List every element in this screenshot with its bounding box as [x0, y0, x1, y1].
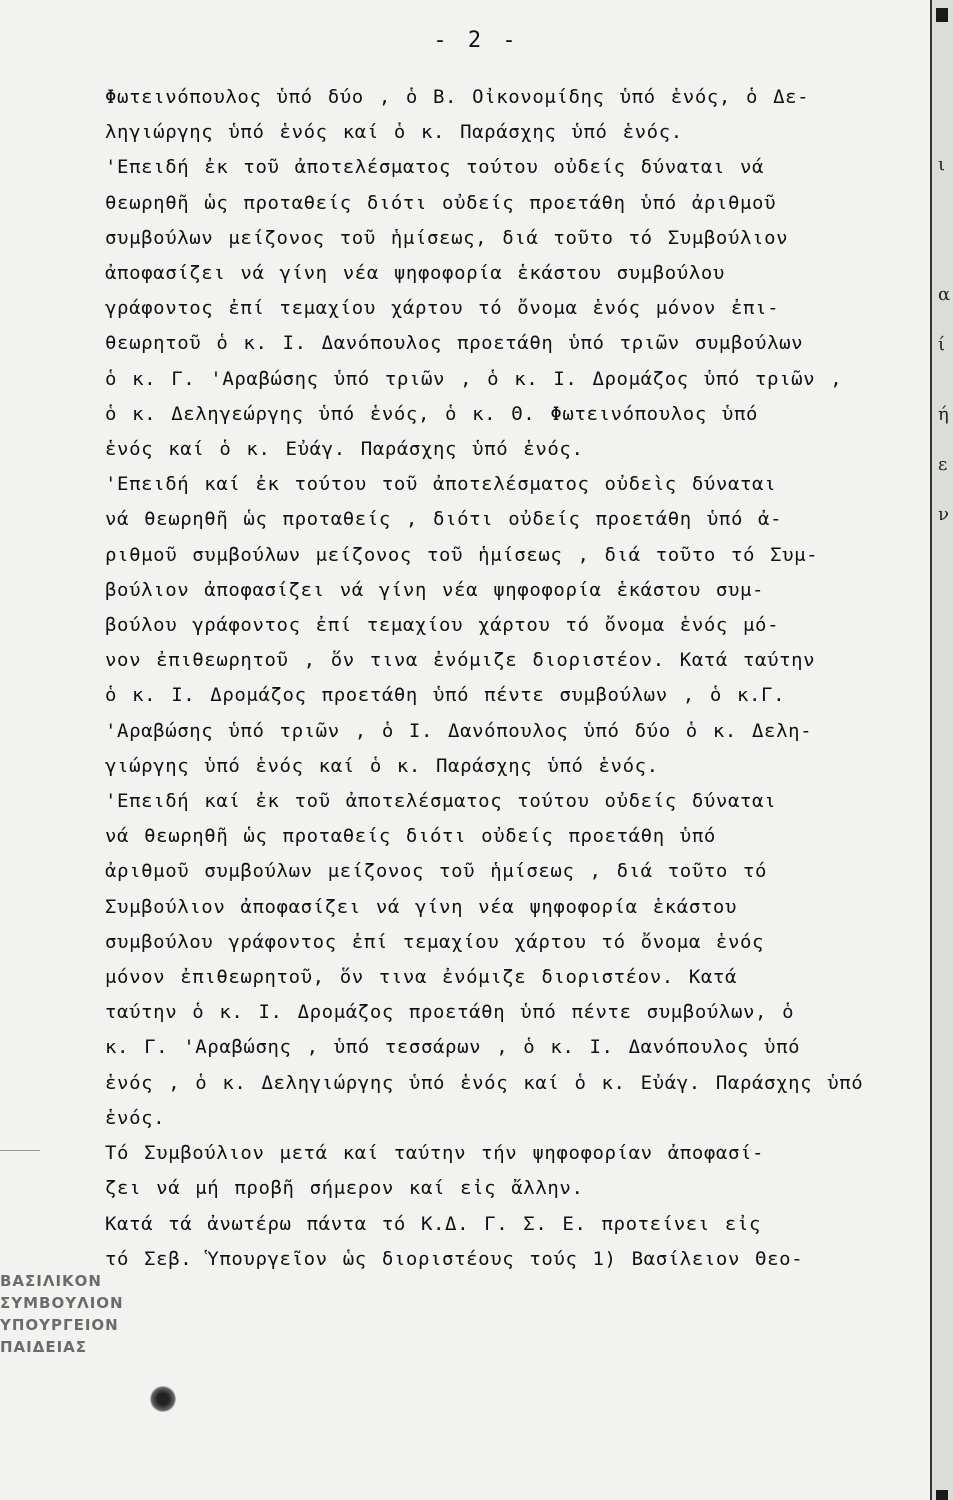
text-line: ληγιώργης ὑπό ἑνός καί ὁ κ. Παράσχης ὑπό ἑνός.	[105, 121, 683, 144]
text-line: νον ἐπιθεωρητοῦ , ὅν τινα ἐνόμιζε διοριστέον. Κατά ταύτην	[105, 649, 816, 672]
text-line: ἀριθμοῦ συμβούλων μείζονος τοῦ ἡμίσεως , διά τοῦτο τό	[105, 860, 768, 883]
text-line: βούλου γράφοντος ἐπί τεμαχίου χάρτου τό ὄνομα ἑνός μό-	[105, 614, 780, 637]
document-body	[105, 80, 905, 1277]
text-line: 'Επειδή ἐκ τοῦ ἀποτελέσματος τούτου οὐδείς δύναται νά	[105, 156, 765, 179]
text-line: ζει νά μή προβῆ σήμερον καί εἰς ἄλλην.	[105, 1177, 584, 1200]
text-line: γιώργης ὑπό ἑνός καί ὁ κ. Παράσχης ὑπό ἑνός.	[105, 754, 659, 777]
text-line: συμβούλων μείζονος τοῦ ἡμίσεως, διά τοῦτο τό Συμβούλιον	[105, 226, 789, 249]
text-line: ριθμοῦ συμβούλων μείζονος τοῦ ἡμίσεως , διά τοῦτο τό Συμ-	[105, 543, 819, 566]
text-line: βούλιον ἀποφασίζει νά γίνη νέα ψηφοφορία ἑκάστου συμ-	[105, 578, 765, 601]
stamp-line: ΣΥΜΒΟΥΛΙΟΝ	[0, 1294, 124, 1312]
margin-letter: ί	[938, 334, 946, 355]
page-number: - 2 -	[433, 28, 520, 53]
edge-mark	[936, 8, 948, 22]
text-line: ἑνός.	[105, 1106, 166, 1129]
text-line: γράφοντος ἐπί τεμαχίου χάρτου τό ὄνομα ἑνός μόνον ἐπι-	[105, 297, 780, 320]
stamp-line: ΠΑΙΔΕΙΑΣ	[0, 1338, 88, 1356]
text-line: συμβούλου γράφοντος ἐπί τεμαχίου χάρτου τό ὄνομα ἑνός	[105, 930, 765, 953]
text-line: ταύτην ὁ κ. Ι. Δρομάζος προετάθη ὑπό πέντε συμβούλων, ὁ	[105, 1001, 795, 1024]
text-line: 'Αραβώσης ὑπό τριῶν , ὁ Ι. Δανόπουλος ὑπό δύο ὁ κ. Δελη-	[105, 719, 813, 742]
text-line: τό Σεβ. Ὑπουργεῖον ὡς διοριστέους τούς 1) Βασίλειον Θεο-	[105, 1247, 804, 1270]
scan-edge	[0, 1150, 40, 1211]
margin-letter: ν	[938, 504, 949, 525]
margin-letter: ι	[938, 154, 946, 175]
official-stamp	[0, 1270, 140, 1390]
margin-fragments	[938, 140, 953, 540]
stamp-line: ΒΑΣΙΛΙΚΟΝ	[0, 1272, 102, 1290]
text-line: ἑνός καί ὁ κ. Εὐάγ. Παράσχης ὑπό ἑνός.	[105, 438, 584, 461]
margin-letter: ε	[938, 454, 948, 475]
margin-letter: ή	[938, 404, 949, 425]
text-line: ἑνός , ὁ κ. Δεληγιώργης ὑπό ἑνός καί ὁ κ. Εὐάγ. Παράσχης ὑπό	[105, 1071, 864, 1094]
text-line: κ. Γ. 'Αραβώσης , ὑπό τεσσάρων , ὁ κ. Ι. Δανόπουλος ὑπό	[105, 1036, 801, 1059]
text-line: Κατά τά ἀνωτέρω πάντα τό Κ.Δ. Γ. Σ. Ε. προτείνει εἰς	[105, 1212, 762, 1235]
stamp-line: ΥΠΟΥΡΓΕΙΟΝ	[0, 1316, 119, 1334]
margin-letter: α	[938, 284, 951, 305]
text-line: Φωτεινόπουλος ὑπό δύο , ὁ Β. Οἰκονομίδης ὑπό ἑνός, ὁ Δε-	[105, 86, 810, 108]
text-line: ὁ κ. Γ. 'Αραβώσης ὑπό τριῶν , ὁ κ. Ι. Δρομάζος ὑπό τριῶν ,	[105, 367, 843, 390]
text-line: ὁ κ. Ι. Δρομάζος προετάθη ὑπό πέντε συμβούλων , ὁ κ.Γ.	[105, 684, 786, 707]
text-line: θεωρητοῦ ὁ κ. Ι. Δανόπουλος προετάθη ὑπό τριῶν συμβούλων	[105, 332, 804, 355]
text-line: Τό Συμβούλιον μετά καί ταύτην τήν ψηφοφορίαν ἀποφασί-	[105, 1142, 765, 1165]
text-line: 'Επειδή καί ἐκ τούτου τοῦ ἀποτελέσματος οὐδεὶς δύναται	[105, 473, 777, 496]
text-line: ἀποφασίζει νά γίνη νέα ψηφοφορία ἑκάστου συμβούλου	[105, 262, 725, 285]
edge-mark	[936, 1490, 948, 1500]
text-line: ὁ κ. Δεληγεώργης ὑπό ἑνός, ὁ κ. Θ. Φωτεινόπουλος ὑπό	[105, 402, 759, 425]
text-line: νά θεωρηθῆ ὡς προταθείς διότι οὐδείς προετάθη ὑπό	[105, 825, 716, 848]
text-line: μόνον ἐπιθεωρητοῦ, ὅν τινα ἐνόμιζε διοριστέον. Κατά	[105, 966, 737, 989]
stamp-emblem-icon	[150, 1385, 176, 1413]
text-line: νά θεωρηθῆ ὡς προταθείς , διότι οὐδείς προετάθη ὑπό ἀ-	[105, 508, 783, 531]
text-line: 'Επειδή καί ἐκ τοῦ ἀποτελέσματος τούτου οὐδείς δύναται	[105, 790, 777, 813]
text-line: Συμβούλιον ἀποφασίζει νά γίνη νέα ψηφοφορία ἑκάστου	[105, 895, 737, 918]
text-line: θεωρηθῆ ὡς προταθείς διότι οὐδείς προετάθη ὑπό ἀριθμοῦ	[105, 191, 777, 214]
